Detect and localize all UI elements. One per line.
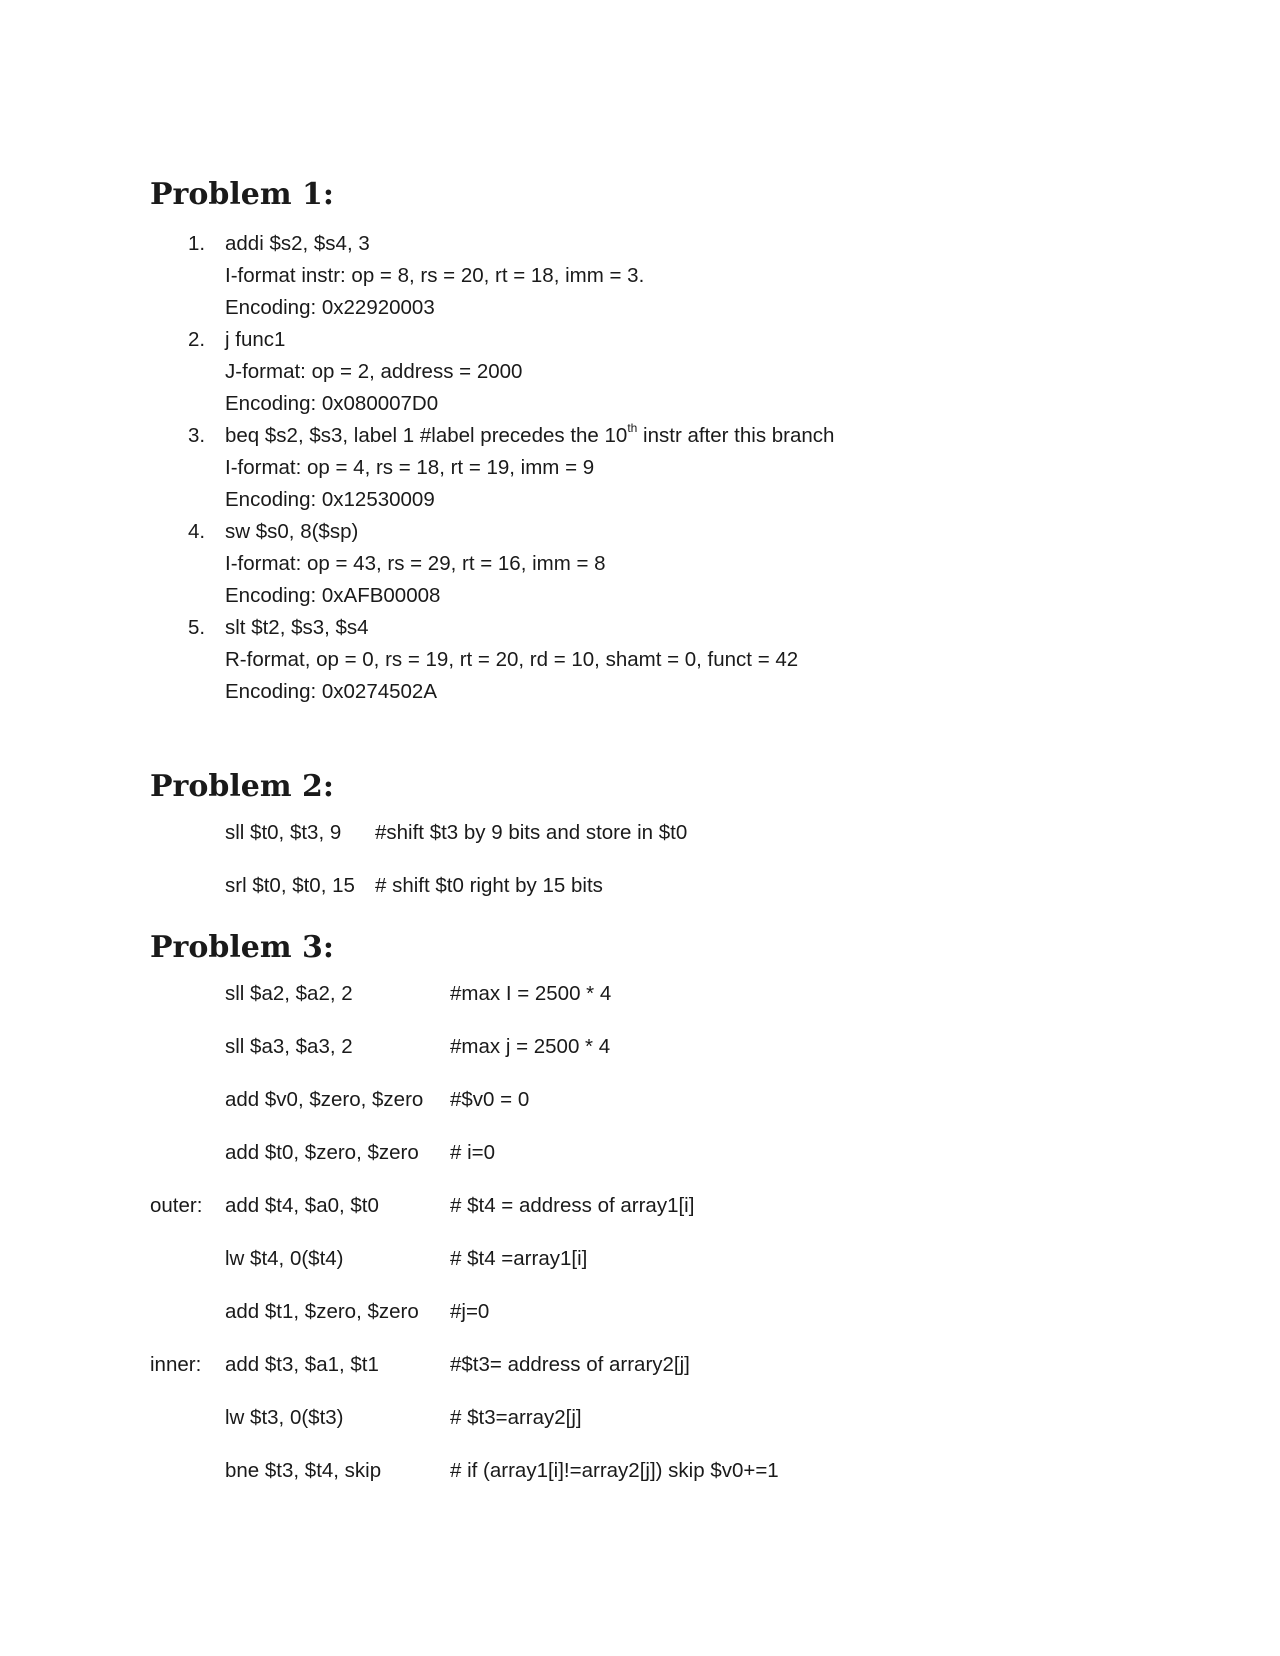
code-comment: #max I = 2500 * 4 bbox=[450, 982, 612, 1005]
code-comment: # i=0 bbox=[450, 1141, 496, 1164]
list-item bbox=[150, 228, 1150, 260]
code-label: inner: bbox=[150, 1353, 202, 1376]
code-comment: # shift $t0 right by 15 bits bbox=[375, 874, 603, 897]
code-comment: #$t3= address of arrary2[j] bbox=[450, 1353, 690, 1376]
item-encoding: Encoding: 0x080007D0 bbox=[225, 392, 439, 415]
item-instruction bbox=[225, 420, 834, 452]
item-format: I-format: op = 43, rs = 29, rt = 16, imm = 8 bbox=[225, 552, 606, 575]
list-item bbox=[150, 612, 1150, 644]
list-item bbox=[150, 420, 1150, 452]
item-encoding: Encoding: 0x22920003 bbox=[225, 296, 435, 319]
code-comment: # $t4 =array1[i] bbox=[450, 1247, 588, 1270]
item-instruction: sw $s0, 8($sp) bbox=[225, 520, 359, 543]
code-comment: # $t4 = address of array1[i] bbox=[450, 1194, 695, 1217]
code-comment: #j=0 bbox=[450, 1300, 490, 1323]
item-number: 4. bbox=[188, 520, 206, 543]
item-number: 5. bbox=[188, 616, 206, 639]
list-item-detail bbox=[150, 388, 1150, 420]
code-instruction: add $t4, $a0, $t0 bbox=[225, 1194, 379, 1217]
instruction-post: instr after this branch bbox=[637, 424, 835, 447]
code-instruction: add $t1, $zero, $zero bbox=[225, 1300, 419, 1323]
item-encoding: Encoding: 0x12530009 bbox=[225, 488, 435, 511]
code-instruction: srl $t0, $t0, 15 bbox=[225, 874, 355, 897]
list-item-detail bbox=[150, 356, 1150, 388]
code-instruction: sll $t0, $t3, 9 bbox=[225, 821, 342, 844]
code-comment: # $t3=array2[j] bbox=[450, 1406, 582, 1429]
instruction-pre: beq $s2, $s3, label 1 #label precedes the 10 bbox=[225, 424, 628, 447]
item-encoding: Encoding: 0x0274502A bbox=[225, 680, 438, 703]
code-instruction: add $v0, $zero, $zero bbox=[225, 1088, 424, 1111]
item-instruction: slt $t2, $s3, $s4 bbox=[225, 616, 369, 639]
problem3-heading: Problem 3: bbox=[150, 930, 334, 965]
problem1-list bbox=[150, 228, 1150, 708]
list-item bbox=[150, 516, 1150, 548]
code-instruction: add $t0, $zero, $zero bbox=[225, 1141, 419, 1164]
item-encoding: Encoding: 0xAFB00008 bbox=[225, 584, 441, 607]
item-format: I-format instr: op = 8, rs = 20, rt = 18, imm = 3. bbox=[225, 264, 645, 287]
item-format: I-format: op = 4, rs = 18, rt = 19, imm = 9 bbox=[225, 456, 595, 479]
code-instruction: lw $t3, 0($t3) bbox=[225, 1406, 344, 1429]
code-comment: #max j = 2500 * 4 bbox=[450, 1035, 611, 1058]
list-item-detail bbox=[150, 452, 1150, 484]
list-item-detail bbox=[150, 292, 1150, 324]
problem2-heading: Problem 2: bbox=[150, 769, 334, 804]
ordinal-suffix: th bbox=[627, 421, 638, 435]
list-item-detail bbox=[150, 676, 1150, 708]
code-comment: #$v0 = 0 bbox=[450, 1088, 530, 1111]
problem1-heading: Problem 1: bbox=[150, 177, 334, 212]
item-instruction: j func1 bbox=[225, 328, 286, 351]
list-item bbox=[150, 324, 1150, 356]
list-item-detail bbox=[150, 644, 1150, 676]
code-instruction: lw $t4, 0($t4) bbox=[225, 1247, 344, 1270]
item-number: 1. bbox=[188, 232, 206, 255]
code-instruction: sll $a3, $a3, 2 bbox=[225, 1035, 353, 1058]
list-item-detail bbox=[150, 580, 1150, 612]
code-instruction: bne $t3, $t4, skip bbox=[225, 1459, 382, 1482]
code-label: outer: bbox=[150, 1194, 203, 1217]
item-format: J-format: op = 2, address = 2000 bbox=[225, 360, 523, 383]
code-instruction: add $t3, $a1, $t1 bbox=[225, 1353, 379, 1376]
item-instruction: addi $s2, $s4, 3 bbox=[225, 232, 370, 255]
code-instruction: sll $a2, $a2, 2 bbox=[225, 982, 353, 1005]
code-comment: #shift $t3 by 9 bits and store in $t0 bbox=[375, 821, 688, 844]
list-item-detail bbox=[150, 260, 1150, 292]
code-comment: # if (array1[i]!=array2[j]) skip $v0+=1 bbox=[450, 1459, 779, 1482]
item-number: 2. bbox=[188, 328, 206, 351]
list-item-detail bbox=[150, 548, 1150, 580]
item-format: R-format, op = 0, rs = 19, rt = 20, rd = 10, shamt = 0, funct = 42 bbox=[225, 648, 799, 671]
list-item-detail bbox=[150, 484, 1150, 516]
item-number: 3. bbox=[188, 424, 206, 447]
